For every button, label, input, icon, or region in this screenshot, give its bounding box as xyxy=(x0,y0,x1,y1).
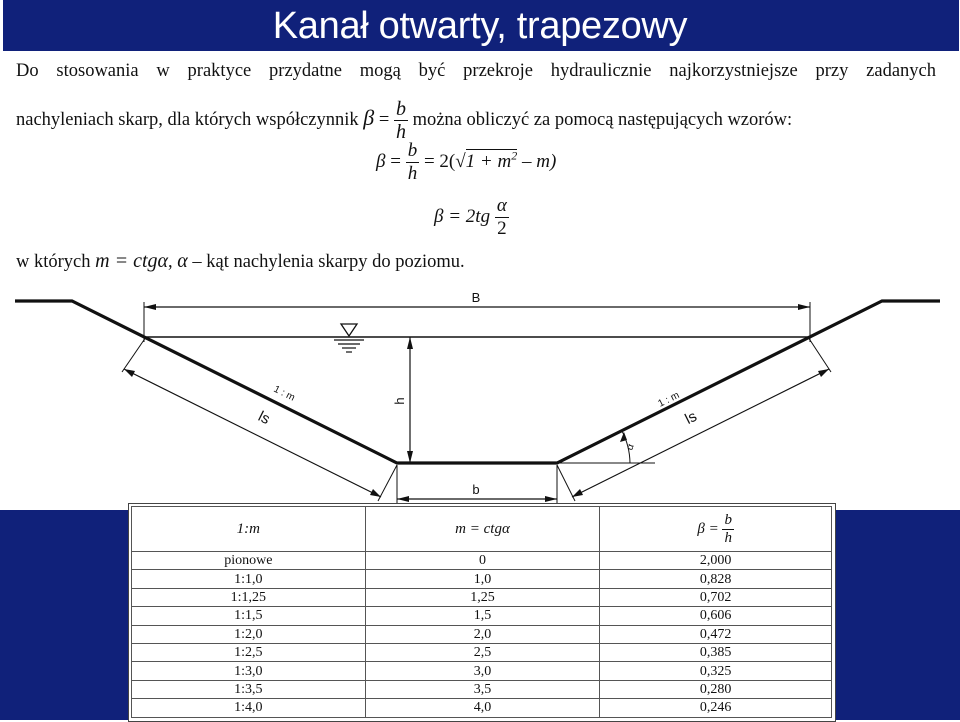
cell-slope: 1:3,5 xyxy=(132,680,366,698)
diagram-label-alpha: α xyxy=(624,442,637,452)
cell-m: 2,5 xyxy=(365,643,600,661)
where-sep: , xyxy=(168,252,173,272)
diagram-label-ls-left: ls xyxy=(255,407,273,428)
diagram-label-slope-right: 1 : m xyxy=(656,389,682,410)
table-row xyxy=(132,607,832,625)
f1-square: 2 xyxy=(511,148,518,163)
cell-beta: 0,246 xyxy=(600,699,832,717)
cell-beta: 0,385 xyxy=(600,643,832,661)
table-row xyxy=(132,570,832,588)
intro-text-pre: nachyleniach skarp, dla których współczynnik xyxy=(16,109,359,130)
where-pre: w których xyxy=(16,252,91,272)
header-beta xyxy=(600,507,832,552)
f1-sqrt-text: 1 + m xyxy=(465,150,512,172)
header-beta-lhs: β = xyxy=(697,520,719,537)
header-slope: 1:m xyxy=(132,507,366,552)
where-m-def: m = ctgα xyxy=(95,250,168,272)
diagram-label-h: h xyxy=(392,397,407,405)
fraction-denominator-h: h xyxy=(395,121,406,143)
table-row xyxy=(132,662,832,680)
cell-slope: pionowe xyxy=(132,552,366,570)
f1-num: b xyxy=(407,140,418,161)
f1-rhs-post: – m) xyxy=(521,150,557,172)
cell-beta: 0,325 xyxy=(600,662,832,680)
cell-m: 1,25 xyxy=(365,588,600,606)
cell-slope: 1:1,25 xyxy=(132,588,366,606)
beta-symbol: β xyxy=(363,104,375,130)
cell-beta: 2,000 xyxy=(600,552,832,570)
cell-slope: 1:2,0 xyxy=(132,625,366,643)
cell-slope: 1:1,0 xyxy=(132,570,366,588)
f1-den: h xyxy=(407,163,418,184)
sqrt-sign: √ xyxy=(455,150,466,172)
f2-lhs: β = 2tg xyxy=(434,205,491,227)
slide-title: Kanał otwarty, trapezowy xyxy=(272,5,688,47)
ls-right-dimension-line xyxy=(572,369,829,497)
cell-beta: 0,280 xyxy=(600,680,832,698)
fraction-numerator-b: b xyxy=(395,98,406,120)
intro-text-post: można obliczyć za pomocą następujących wzorów: xyxy=(412,109,793,130)
equals-sign: = xyxy=(378,109,390,130)
f1-equals: = xyxy=(390,150,401,172)
ls-left-dimension-line xyxy=(124,369,381,497)
diagram-label-B: B xyxy=(471,290,481,305)
table-header-row xyxy=(132,507,832,552)
intro-paragraph-line-1: Do stosowania w praktyce przydatne mogą być przekroje hydraulicznie najkorzystniejsze przy zadanych xyxy=(16,61,936,81)
cell-m: 3,5 xyxy=(365,680,600,698)
cell-m: 3,0 xyxy=(365,662,600,680)
where-alpha: α xyxy=(177,250,188,272)
slope-table xyxy=(131,506,832,718)
f1-rhs-pre: = 2( xyxy=(423,150,456,172)
cell-slope: 1:1,5 xyxy=(132,607,366,625)
intro-paragraph-line-2 xyxy=(16,98,792,143)
slope-table-panel xyxy=(128,503,836,722)
f2-num: α xyxy=(496,195,507,216)
where-post: – kąt nachylenia skarpy do poziomu. xyxy=(192,252,465,272)
header-beta-den: h xyxy=(724,529,732,546)
diagram-label-slope-left: 1 : m xyxy=(271,383,297,404)
cell-slope: 1:3,0 xyxy=(132,662,366,680)
f1-fraction xyxy=(406,140,420,185)
cell-slope: 1:4,0 xyxy=(132,699,366,717)
f1-sqrt-body xyxy=(466,149,518,172)
header-beta-fraction xyxy=(722,512,734,547)
table-row xyxy=(132,643,832,661)
header-beta-num: b xyxy=(724,511,732,528)
cell-m: 4,0 xyxy=(365,699,600,717)
cell-beta: 0,828 xyxy=(600,570,832,588)
water-level-symbol xyxy=(341,324,357,336)
f1-beta: β xyxy=(376,150,386,172)
where-line xyxy=(16,250,465,273)
table-row xyxy=(132,588,832,606)
header-m: m = ctgα xyxy=(365,507,600,552)
table-row xyxy=(132,552,832,570)
table-row xyxy=(132,680,832,698)
cell-beta: 0,472 xyxy=(600,625,832,643)
cell-slope: 1:2,5 xyxy=(132,643,366,661)
cell-m: 1,0 xyxy=(365,570,600,588)
trapezoid-channel-diagram xyxy=(0,280,960,510)
formula-beta-sqrt xyxy=(376,140,556,185)
diagram-label-b: b xyxy=(472,482,480,497)
f2-den: 2 xyxy=(497,218,507,239)
cell-m: 1,5 xyxy=(365,607,600,625)
channel-profile xyxy=(15,301,940,463)
cell-m: 0 xyxy=(365,552,600,570)
table-row xyxy=(132,699,832,717)
cell-beta: 0,702 xyxy=(600,588,832,606)
cell-beta: 0,606 xyxy=(600,607,832,625)
diagram-label-ls-right: ls xyxy=(682,407,700,428)
table-row xyxy=(132,625,832,643)
b-over-h-fraction xyxy=(394,98,408,143)
cell-m: 2,0 xyxy=(365,625,600,643)
f2-fraction xyxy=(495,195,509,240)
formula-beta-tg xyxy=(434,195,509,240)
